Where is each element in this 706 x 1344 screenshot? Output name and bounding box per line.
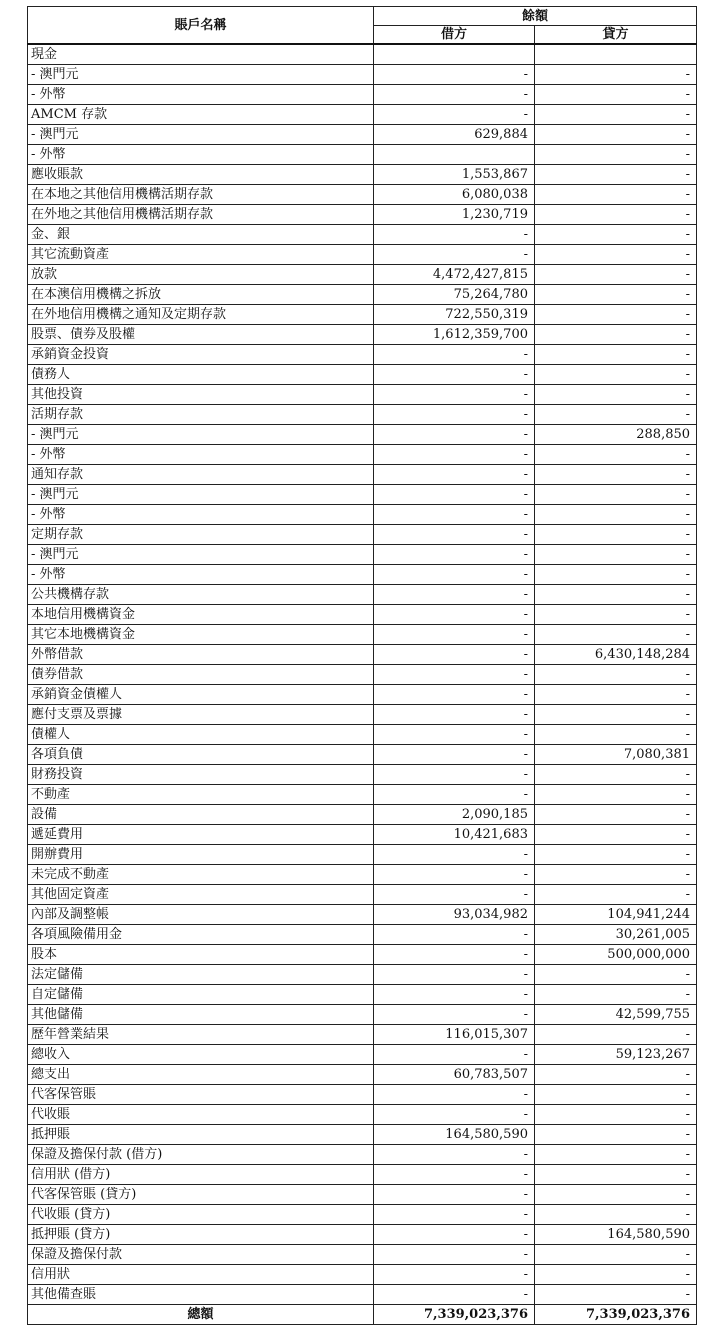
- table-row: [28, 105, 697, 125]
- trial-balance-table: [27, 6, 697, 1325]
- account-name-cell: 現金: [28, 44, 374, 65]
- credit-cell: -: [535, 1265, 697, 1285]
- table-row: [28, 125, 697, 145]
- account-name-cell: 股票、債券及股權: [28, 325, 374, 345]
- credit-cell: -: [535, 265, 697, 285]
- credit-cell: -: [535, 1105, 697, 1125]
- table-row: [28, 645, 697, 665]
- table-row: [28, 205, 697, 225]
- total-row: [28, 1305, 697, 1325]
- debit-cell: -: [374, 1165, 535, 1185]
- table-row: [28, 185, 697, 205]
- account-name-cell: 承銷資金投資: [28, 345, 374, 365]
- table-row: [28, 685, 697, 705]
- table-row: [28, 1245, 697, 1265]
- table-row: [28, 1205, 697, 1225]
- debit-header: 借方: [374, 26, 535, 45]
- table-row: [28, 925, 697, 945]
- account-name-cell: 內部及調整帳: [28, 905, 374, 925]
- table-row: [28, 65, 697, 85]
- account-name-cell: 保證及擔保付款 (借方): [28, 1145, 374, 1165]
- debit-cell: -: [374, 845, 535, 865]
- account-name-cell: 債券借款: [28, 665, 374, 685]
- credit-cell: -: [535, 185, 697, 205]
- credit-cell: -: [535, 485, 697, 505]
- debit-cell: 629,884: [374, 125, 535, 145]
- credit-cell: -: [535, 225, 697, 245]
- account-name-cell: 通知存款: [28, 465, 374, 485]
- account-name-cell: 在本地之其他信用機構活期存款: [28, 185, 374, 205]
- credit-cell: 288,850: [535, 425, 697, 445]
- table-row: [28, 605, 697, 625]
- table-row: [28, 865, 697, 885]
- table-row: [28, 1285, 697, 1305]
- account-name-cell: 信用狀 (借方): [28, 1165, 374, 1185]
- debit-cell: -: [374, 585, 535, 605]
- balance-header: 餘額: [374, 7, 697, 26]
- credit-cell: -: [535, 605, 697, 625]
- account-name-header: 賬戶名稱: [28, 7, 374, 45]
- credit-cell: -: [535, 785, 697, 805]
- account-name-cell: AMCM 存款: [28, 105, 374, 125]
- credit-cell: -: [535, 805, 697, 825]
- account-name-cell: 抵押賬 (貸方): [28, 1225, 374, 1245]
- account-name-cell: 債務人: [28, 365, 374, 385]
- debit-cell: -: [374, 505, 535, 525]
- credit-cell: -: [535, 325, 697, 345]
- account-name-cell: 總支出: [28, 1065, 374, 1085]
- credit-cell: -: [535, 245, 697, 265]
- account-name-cell: 代客保管賬: [28, 1085, 374, 1105]
- credit-cell: -: [535, 465, 697, 485]
- account-name-cell: 放款: [28, 265, 374, 285]
- debit-cell: -: [374, 625, 535, 645]
- account-name-cell: 開辦費用: [28, 845, 374, 865]
- account-name-cell: 金、銀: [28, 225, 374, 245]
- account-name-cell: 抵押賬: [28, 1125, 374, 1145]
- table-row: [28, 425, 697, 445]
- debit-cell: -: [374, 1185, 535, 1205]
- account-name-cell: 總收入: [28, 1045, 374, 1065]
- debit-cell: -: [374, 725, 535, 745]
- table-row: [28, 1105, 697, 1125]
- debit-cell: -: [374, 85, 535, 105]
- table-row: [28, 545, 697, 565]
- table-row: [28, 1025, 697, 1045]
- credit-cell: -: [535, 505, 697, 525]
- credit-cell: -: [535, 885, 697, 905]
- debit-cell: 93,034,982: [374, 905, 535, 925]
- account-name-cell: 代收賬: [28, 1105, 374, 1125]
- credit-cell: -: [535, 445, 697, 465]
- account-name-cell: 在外地之其他信用機構活期存款: [28, 205, 374, 225]
- debit-cell: -: [374, 545, 535, 565]
- debit-cell: -: [374, 365, 535, 385]
- table-row: [28, 705, 697, 725]
- credit-cell: -: [535, 1205, 697, 1225]
- account-name-cell: 公共機構存款: [28, 585, 374, 605]
- debit-cell: -: [374, 1245, 535, 1265]
- debit-cell: -: [374, 105, 535, 125]
- debit-cell: -: [374, 345, 535, 365]
- credit-cell: -: [535, 665, 697, 685]
- credit-cell: -: [535, 285, 697, 305]
- credit-cell: -: [535, 385, 697, 405]
- table-row: [28, 1185, 697, 1205]
- account-name-cell: - 澳門元: [28, 65, 374, 85]
- table-row: [28, 365, 697, 385]
- account-name-cell: - 外幣: [28, 505, 374, 525]
- account-name-cell: 遞延費用: [28, 825, 374, 845]
- table-row: [28, 625, 697, 645]
- credit-cell: 42,599,755: [535, 1005, 697, 1025]
- debit-cell: -: [374, 785, 535, 805]
- debit-cell: -: [374, 465, 535, 485]
- credit-cell: 59,123,267: [535, 1045, 697, 1065]
- debit-cell: -: [374, 445, 535, 465]
- table-row: [28, 885, 697, 905]
- debit-cell: -: [374, 425, 535, 445]
- account-name-cell: 在本澳信用機構之拆放: [28, 285, 374, 305]
- account-name-cell: - 澳門元: [28, 125, 374, 145]
- debit-cell: -: [374, 705, 535, 725]
- table-row: [28, 485, 697, 505]
- debit-cell: -: [374, 925, 535, 945]
- table-row: [28, 825, 697, 845]
- debit-cell: -: [374, 1205, 535, 1225]
- account-name-cell: 其它流動資產: [28, 245, 374, 265]
- account-name-cell: 股本: [28, 945, 374, 965]
- account-name-cell: 本地信用機構資金: [28, 605, 374, 625]
- table-row: [28, 805, 697, 825]
- account-name-cell: 在外地信用機構之通知及定期存款: [28, 305, 374, 325]
- credit-cell: 104,941,244: [535, 905, 697, 925]
- credit-cell: -: [535, 525, 697, 545]
- table-row: [28, 585, 697, 605]
- debit-cell: -: [374, 965, 535, 985]
- table-row: [28, 345, 697, 365]
- debit-cell: -: [374, 1045, 535, 1065]
- account-name-cell: 應收賬款: [28, 165, 374, 185]
- credit-cell: -: [535, 625, 697, 645]
- account-name-cell: 未完成不動產: [28, 865, 374, 885]
- account-name-cell: 外幣借款: [28, 645, 374, 665]
- table-row: [28, 1005, 697, 1025]
- table-row: [28, 845, 697, 865]
- credit-cell: -: [535, 685, 697, 705]
- table-row: [28, 405, 697, 425]
- credit-cell: -: [535, 145, 697, 165]
- total-credit: 7,339,023,376: [535, 1305, 697, 1325]
- table-row: [28, 245, 697, 265]
- debit-cell: -: [374, 945, 535, 965]
- table-row: [28, 325, 697, 345]
- debit-cell: -: [374, 565, 535, 585]
- debit-cell: -: [374, 865, 535, 885]
- credit-cell: 164,580,590: [535, 1225, 697, 1245]
- account-name-cell: 各項負債: [28, 745, 374, 765]
- table-row: [28, 765, 697, 785]
- credit-header: 貸方: [535, 26, 697, 45]
- debit-cell: [374, 44, 535, 65]
- credit-cell: -: [535, 1185, 697, 1205]
- account-name-cell: 其他備查賬: [28, 1285, 374, 1305]
- account-name-cell: 其他固定資產: [28, 885, 374, 905]
- total-label: 總額: [28, 1305, 374, 1325]
- table-header: [28, 7, 697, 45]
- debit-cell: 60,783,507: [374, 1065, 535, 1085]
- account-name-cell: - 澳門元: [28, 485, 374, 505]
- account-name-cell: 財務投資: [28, 765, 374, 785]
- table-row: [28, 945, 697, 965]
- credit-cell: -: [535, 1165, 697, 1185]
- table-row: [28, 165, 697, 185]
- account-name-cell: 各項風險備用金: [28, 925, 374, 945]
- debit-cell: -: [374, 245, 535, 265]
- credit-cell: -: [535, 1025, 697, 1045]
- debit-cell: -: [374, 1085, 535, 1105]
- account-name-cell: 法定儲備: [28, 965, 374, 985]
- account-name-cell: 自定儲備: [28, 985, 374, 1005]
- credit-cell: -: [535, 705, 697, 725]
- account-name-cell: - 外幣: [28, 565, 374, 585]
- account-name-cell: 其它本地機構資金: [28, 625, 374, 645]
- credit-cell: -: [535, 845, 697, 865]
- credit-cell: -: [535, 65, 697, 85]
- table-row: [28, 785, 697, 805]
- credit-cell: -: [535, 545, 697, 565]
- debit-cell: 116,015,307: [374, 1025, 535, 1045]
- credit-cell: -: [535, 825, 697, 845]
- credit-cell: -: [535, 565, 697, 585]
- credit-cell: -: [535, 1285, 697, 1305]
- table-row: [28, 905, 697, 925]
- table-row: [28, 1045, 697, 1065]
- debit-cell: -: [374, 1005, 535, 1025]
- debit-cell: -: [374, 885, 535, 905]
- table-row: [28, 665, 697, 685]
- table-row: [28, 525, 697, 545]
- debit-cell: -: [374, 225, 535, 245]
- credit-cell: -: [535, 1085, 697, 1105]
- account-name-cell: 代客保管賬 (貸方): [28, 1185, 374, 1205]
- debit-cell: -: [374, 1265, 535, 1285]
- table-row: [28, 1145, 697, 1165]
- table-row: [28, 44, 697, 65]
- table-row: [28, 745, 697, 765]
- debit-cell: -: [374, 1105, 535, 1125]
- credit-cell: -: [535, 105, 697, 125]
- debit-cell: 10,421,683: [374, 825, 535, 845]
- debit-cell: 1,553,867: [374, 165, 535, 185]
- debit-cell: [374, 145, 535, 165]
- table-row: [28, 225, 697, 245]
- account-name-cell: 設備: [28, 805, 374, 825]
- table-row: [28, 145, 697, 165]
- account-name-cell: 不動產: [28, 785, 374, 805]
- debit-cell: 75,264,780: [374, 285, 535, 305]
- debit-cell: 1,230,719: [374, 205, 535, 225]
- account-name-cell: 活期存款: [28, 405, 374, 425]
- table-row: [28, 265, 697, 285]
- debit-cell: -: [374, 645, 535, 665]
- table-row: [28, 565, 697, 585]
- account-name-cell: 其他投資: [28, 385, 374, 405]
- debit-cell: 2,090,185: [374, 805, 535, 825]
- table-row: [28, 985, 697, 1005]
- table-row: [28, 725, 697, 745]
- account-name-cell: 應付支票及票據: [28, 705, 374, 725]
- table-row: [28, 305, 697, 325]
- credit-cell: -: [535, 165, 697, 185]
- table-footer: [28, 1305, 697, 1325]
- credit-cell: -: [535, 965, 697, 985]
- table-row: [28, 1225, 697, 1245]
- debit-cell: 6,080,038: [374, 185, 535, 205]
- table-row: [28, 445, 697, 465]
- credit-cell: -: [535, 345, 697, 365]
- credit-cell: [535, 44, 697, 65]
- table-row: [28, 385, 697, 405]
- account-name-cell: 保證及擔保付款: [28, 1245, 374, 1265]
- table-row: [28, 965, 697, 985]
- table-row: [28, 1165, 697, 1185]
- credit-cell: -: [535, 305, 697, 325]
- debit-cell: 722,550,319: [374, 305, 535, 325]
- credit-cell: -: [535, 125, 697, 145]
- credit-cell: -: [535, 985, 697, 1005]
- debit-cell: -: [374, 1145, 535, 1165]
- account-name-cell: 其他儲備: [28, 1005, 374, 1025]
- credit-cell: 500,000,000: [535, 945, 697, 965]
- account-name-cell: - 澳門元: [28, 425, 374, 445]
- credit-cell: -: [535, 585, 697, 605]
- credit-cell: -: [535, 1145, 697, 1165]
- account-name-cell: 債權人: [28, 725, 374, 745]
- account-name-cell: - 外幣: [28, 145, 374, 165]
- credit-cell: 30,261,005: [535, 925, 697, 945]
- debit-cell: -: [374, 605, 535, 625]
- account-name-cell: 歷年營業結果: [28, 1025, 374, 1045]
- credit-cell: -: [535, 1065, 697, 1085]
- table-row: [28, 1085, 697, 1105]
- debit-cell: -: [374, 405, 535, 425]
- debit-cell: 4,472,427,815: [374, 265, 535, 285]
- debit-cell: -: [374, 765, 535, 785]
- credit-cell: -: [535, 205, 697, 225]
- credit-cell: -: [535, 405, 697, 425]
- account-name-cell: - 外幣: [28, 85, 374, 105]
- debit-cell: -: [374, 385, 535, 405]
- total-debit: 7,339,023,376: [374, 1305, 535, 1325]
- debit-cell: -: [374, 485, 535, 505]
- account-name-cell: - 外幣: [28, 445, 374, 465]
- table-row: [28, 1065, 697, 1085]
- account-name-cell: 代收賬 (貸方): [28, 1205, 374, 1225]
- debit-cell: -: [374, 1225, 535, 1245]
- debit-cell: -: [374, 1285, 535, 1305]
- table-row: [28, 1125, 697, 1145]
- account-name-cell: 定期存款: [28, 525, 374, 545]
- table-row: [28, 85, 697, 105]
- debit-cell: -: [374, 65, 535, 85]
- table-row: [28, 505, 697, 525]
- credit-cell: -: [535, 1245, 697, 1265]
- table-body: [28, 44, 697, 1305]
- debit-cell: -: [374, 685, 535, 705]
- debit-cell: 1,612,359,700: [374, 325, 535, 345]
- table-row: [28, 285, 697, 305]
- account-name-cell: - 澳門元: [28, 545, 374, 565]
- account-name-cell: 信用狀: [28, 1265, 374, 1285]
- debit-cell: -: [374, 665, 535, 685]
- debit-cell: 164,580,590: [374, 1125, 535, 1145]
- debit-cell: -: [374, 985, 535, 1005]
- table-row: [28, 465, 697, 485]
- credit-cell: -: [535, 725, 697, 745]
- debit-cell: -: [374, 525, 535, 545]
- account-name-cell: 承銷資金債權人: [28, 685, 374, 705]
- credit-cell: 7,080,381: [535, 745, 697, 765]
- credit-cell: 6,430,148,284: [535, 645, 697, 665]
- credit-cell: -: [535, 765, 697, 785]
- table-row: [28, 1265, 697, 1285]
- credit-cell: -: [535, 1125, 697, 1145]
- credit-cell: -: [535, 365, 697, 385]
- credit-cell: -: [535, 85, 697, 105]
- credit-cell: -: [535, 865, 697, 885]
- debit-cell: -: [374, 745, 535, 765]
